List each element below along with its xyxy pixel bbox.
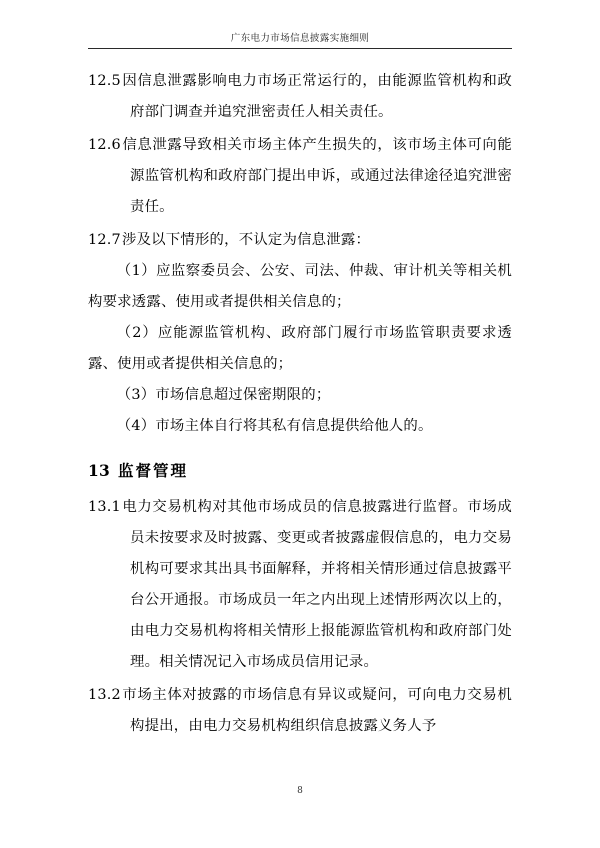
clause-13-2 <box>88 680 512 742</box>
clause-number: 12.7 <box>88 232 121 248</box>
clause-13-1 <box>88 492 512 678</box>
page-header-title: 广东电力市场信息披露实施细则 <box>230 33 370 44</box>
clause-text: 因信息泄露影响电力市场正常运行的，由能源监管机构和政府部门调查并追究泄密责任人相关责任。 <box>122 73 512 120</box>
clause-text: 信息泄露导致相关市场主体产生损失的，该市场主体可向能源监管机构和政府部门提出申诉，或通过法律途径追究泄密责任。 <box>122 137 512 215</box>
clause-text: 涉及以下情形的，不认定为信息泄露： <box>122 232 371 248</box>
list-item-1: （1）应监察委员会、公安、司法、仲裁、审计机关等相关机构要求透露、使用或者提供相关信息的； <box>88 263 512 310</box>
clause-number: 12.6 <box>88 137 121 153</box>
section-heading-13 <box>88 454 512 488</box>
clause-text: 电力交易机构对其他市场成员的信息披露进行监督。市场成员未按要求及时披露、变更或者披露虚假信息的，电力交易机构可要求其出具书面解释，并将相关情形通过信息披露平台公开通报。市场成员一年之内出现上述情形两次以上的，由电力交易机构将相关情形上报能源监管机构和政府部门处理。相关情况记入市场成员信用记录。 <box>122 499 512 670</box>
clause-number: 13.2 <box>88 687 121 703</box>
clause-12-6 <box>88 130 512 223</box>
list-item-2: （2）应能源监管机构、政府部门履行市场监管职责要求透露、使用或者提供相关信息的； <box>88 325 512 372</box>
clause-text: 市场主体对披露的市场信息有异议或疑问，可向电力交易机构提出，由电力交易机构组织信息披露义务人予 <box>122 687 512 734</box>
section-title: 监督管理 <box>118 461 189 480</box>
clause-number: 12.5 <box>88 73 121 89</box>
list-item-3: （3）市场信息超过保密期限的； <box>116 387 331 403</box>
clause-number: 13.1 <box>88 499 121 515</box>
page-number: 8 <box>297 786 303 796</box>
header-divider <box>88 48 512 49</box>
clause-12-7 <box>88 225 512 256</box>
clause-12-5 <box>88 66 512 128</box>
section-number: 13 <box>88 461 110 480</box>
document-body <box>88 64 512 742</box>
list-item-4: （4）市场主体自行将其私有信息提供给他人的。 <box>116 418 433 434</box>
